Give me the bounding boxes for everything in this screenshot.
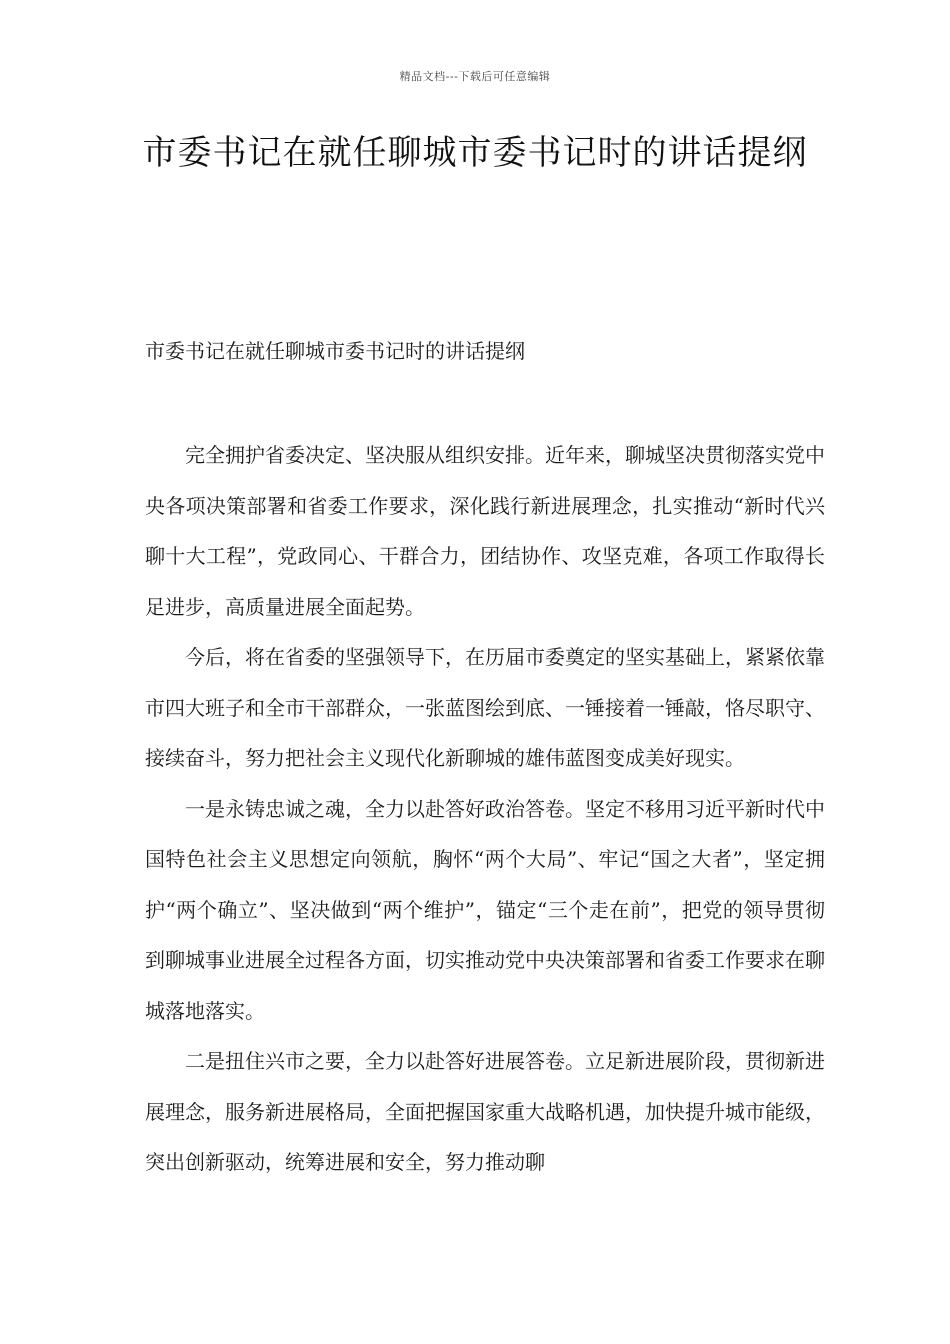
document-body: [145, 430, 825, 1188]
body-paragraph: 今后，将在省委的坚强领导下，在历届市委奠定的坚实基础上，紧紧依靠市四大班子和全市干部群众，一张蓝图绘到底、一锤接着一锤敲，恪尽职守、接续奋斗，努力把社会主义现代化新聊城的雄伟蓝图变成美好现实。: [145, 645, 825, 770]
document-header-note: 精品文档---下载后可任意编辑: [399, 70, 551, 83]
document-title: 市委书记在就任聊城市委书记时的讲话提纲: [142, 133, 808, 173]
document-subtitle: 市委书记在就任聊城市委书记时的讲话提纲: [145, 339, 525, 363]
body-paragraph: 一是永铸忠诚之魂，全力以赴答好政治答卷。坚定不移用习近平新时代中国特色社会主义思想定向领航，胸怀“两个大局”、牢记“国之大者”，坚定拥护“两个确立”、坚决做到“两个维护”，锚定“三个走在前”，把党的领导贯彻到聊城事业进展全过程各方面，切实推动党中央决策部署和省委工作要求在聊城落地落实。: [145, 796, 825, 1023]
body-paragraph: 二是扭住兴市之要，全力以赴答好进展答卷。立足新进展阶段，贯彻新进展理念，服务新进展格局，全面把握国家重大战略机遇，加快提升城市能级，突出创新驱动，统筹进展和安全，努力推动聊: [145, 1049, 825, 1174]
body-paragraph: 完全拥护省委决定、坚决服从组织安排。近年来，聊城坚决贯彻落实党中央各项决策部署和省委工作要求，深化践行新进展理念，扎实推动“新时代兴聊十大工程”，党政同心、干群合力，团结协作、攻坚克难，各项工作取得长足进步，高质量进展全面起势。: [145, 443, 825, 619]
